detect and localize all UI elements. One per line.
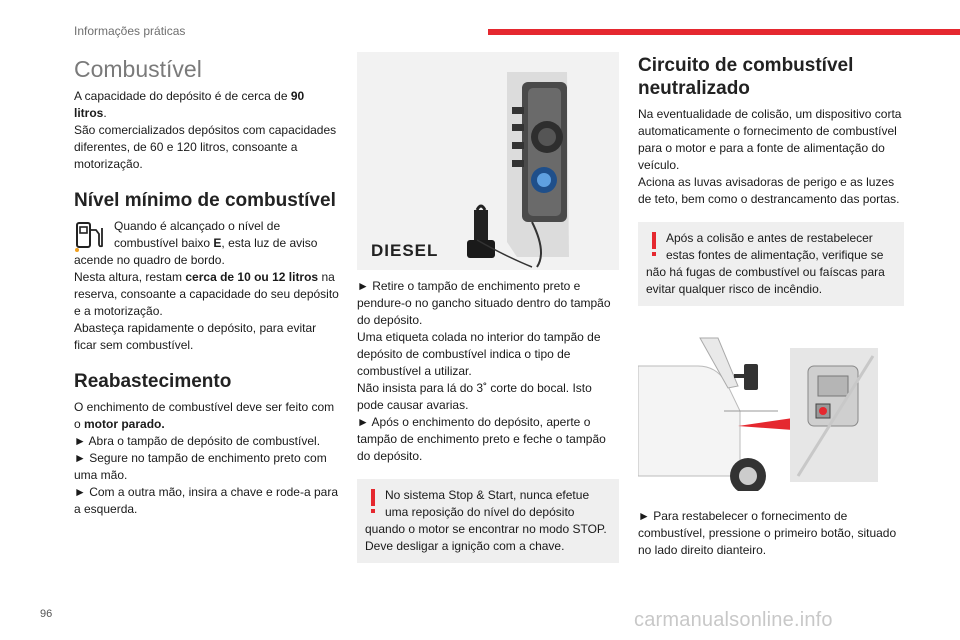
column-left bbox=[74, 52, 340, 518]
min-level-paragraph-2 bbox=[74, 269, 340, 320]
capacity-value: 90 litros bbox=[74, 89, 305, 120]
refuel-heading: Reabastecimento bbox=[74, 371, 232, 392]
column-right bbox=[638, 52, 904, 559]
min-level-letter: E bbox=[213, 236, 222, 250]
reserve-text-end: na reserva, consoante a capacidade do seu depósito e a motorização. bbox=[74, 270, 339, 318]
min-level-text: Quando é alcançado o nível de combustível baixo bbox=[114, 219, 281, 250]
capacity-paragraph-2: São comercializados depósitos com capacidades diferentes, de 60 e 120 litros, consoante a motorização. bbox=[74, 123, 337, 171]
warning-box-stop-start bbox=[357, 479, 619, 563]
van-reset-button-illustration bbox=[638, 326, 900, 491]
min-level-paragraph-3: Abasteça rapidamente o depósito, para evitar ficar sem combustível. bbox=[74, 321, 317, 352]
hazard-paragraph: Aciona as luvas avisadoras de perigo e as luzes de teto, bem como o destrancamento das portas. bbox=[638, 175, 900, 206]
warning-text: Após a colisão e antes de restabelecer estas fontes de alimentação, verifique se não há fugas de combustível ou faíscas para evitar qualquer risco de incêndio. bbox=[646, 231, 885, 296]
refuel-text: O enchimento de combustível deve ser feito com o bbox=[74, 400, 335, 431]
column-middle bbox=[357, 52, 619, 563]
min-level-paragraph-1 bbox=[74, 218, 340, 269]
capacity-paragraph bbox=[74, 88, 340, 122]
fuel-cap-image bbox=[357, 52, 619, 270]
fuel-circuit-heading: Circuito de combustível neutralizado bbox=[638, 55, 854, 99]
diesel-label: DIESEL bbox=[371, 241, 439, 260]
refuel-step: ► Segure no tampão de enchimento preto com uma mão. bbox=[74, 451, 327, 482]
warning-exclamation-icon bbox=[646, 230, 662, 258]
min-level-text-end: , esta luz de aviso acende no quadro de bordo. bbox=[74, 236, 318, 267]
capacity-text: A capacidade do depósito é de cerca de bbox=[74, 89, 291, 103]
section-header: Informações práticas bbox=[74, 24, 186, 38]
warning-box-collision bbox=[638, 222, 904, 306]
min-level-heading: Nível mínimo de combustível bbox=[74, 190, 336, 211]
warning-text: No sistema Stop & Start, nunca efetue uma reposição do nível do depósito quando o motor se encontrar no modo STOP. Deve desligar a ignição com a chave. bbox=[365, 488, 607, 553]
reserve-amount: cerca de 10 ou 12 litros bbox=[185, 270, 319, 284]
refuel-step: ► Com a outra mão, insira a chave e rode-a para a esquerda. bbox=[74, 485, 339, 516]
fuel-gauge-warning-icon bbox=[74, 220, 110, 252]
watermark: carmanualsonline.info bbox=[634, 609, 833, 631]
page-title: Combustível bbox=[74, 56, 202, 82]
refuel-paragraph-1 bbox=[74, 399, 340, 433]
refuel-step: ► Abra o tampão de depósito de combustível. bbox=[74, 434, 321, 448]
header-accent-bar bbox=[488, 29, 960, 35]
reserve-text: Nesta altura, restam bbox=[74, 270, 186, 284]
reset-fuel-step: ► Para restabelecer o fornecimento de combustível, pressione o primeiro botão, situado no lado direito dianteiro. bbox=[638, 509, 897, 557]
capacity-end: . bbox=[103, 106, 107, 120]
page-number: 96 bbox=[40, 608, 53, 620]
nozzle-info: Não insista para lá do 3˚ corte do bocal. Isto pode causar avarias. bbox=[357, 381, 592, 412]
fuel-filler-illustration bbox=[357, 52, 619, 270]
collision-paragraph: Na eventualidade de colisão, um dispositivo corta automaticamente o fornecimento de combustível para o motor e para a fonte de alimentação do veículo. bbox=[638, 107, 902, 172]
warning-exclamation-icon bbox=[365, 487, 381, 515]
remove-cap-step: ► Retire o tampão de enchimento preto e pendure-o no gancho situado dentro do tampão do depósito. bbox=[357, 279, 611, 327]
label-info: Uma etiqueta colada no interior do tampão de depósito de combustível indica o tipo de combustível a utilizar. bbox=[357, 330, 601, 378]
close-cap-step: ► Após o enchimento do depósito, aperte o tampão de enchimento preto e feche o tampão do depósito. bbox=[357, 415, 606, 463]
refuel-engine-off: motor parado. bbox=[84, 417, 165, 431]
